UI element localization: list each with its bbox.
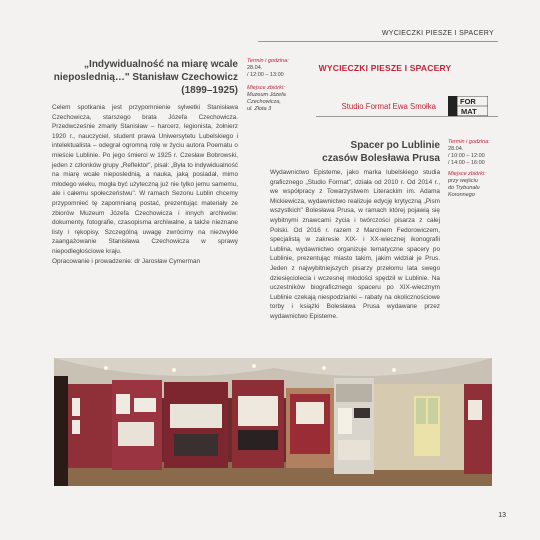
exhibition-photo: [54, 358, 492, 486]
logo-text-top: FOR: [460, 97, 476, 106]
right-place-line2: do Trybunału: [448, 185, 480, 191]
left-article-title: „Indywidualność na miarę wcale nieposlednią…" Stanisław Czechowicz (1899–1925): [53, 59, 238, 96]
left-event-details: [247, 58, 307, 113]
left-place-label: Miejsce zbiórki:: [247, 85, 285, 91]
left-place-line3: ul. Złota 3: [247, 106, 272, 112]
left-date: 28.04.: [247, 65, 263, 71]
left-article-body: [52, 103, 238, 266]
studio-name: Studio Format Ewa Smołka: [341, 102, 436, 111]
right-time-2: / 14:00 – 16:00: [448, 160, 485, 166]
left-term-label: Termin i godzina:: [247, 58, 289, 64]
right-place-label: Miejsce zbiórki:: [448, 171, 486, 177]
logo-text-bottom: MAT: [461, 107, 477, 116]
right-place-line1: przy wejściu: [448, 178, 478, 184]
section-rule: [316, 116, 498, 117]
right-place-line3: Koronnego: [448, 192, 475, 198]
left-paragraph-1: Celem spotkania jest przypomnienie sylwetki Stanisława Czechowicza, starszego brata Józefa Czechowicza. Przedwcześnie zmarły Stanisław – harcerz, legionista, żołnierz 1920 r., nauczyciel, student prawa Uniwersytetu Lubelskiego i intelektualista – odegrał ogromną rolę w życiu autora Poematu o mieście Lublinie. Po jego śmierci w 1925 r. Czesław Bobrowski, jeden z członków grupy „Reflektor", pisał: „Była to indywidualność na miarę wcale nieposlednią, a nauka, jaką posiadał, mimo młodego wieku, mogła być użyteczną już nie tylko jemu samemu, ale i całemu społeczeństwu". W ramach Sezonu Lublin chcemy przypomnieć tę zapomnianą postać, prezentując materiały ze zbiorów Muzeum Józefa Czechowicza i innych archiwów: dokumenty, fotografie, czasopisma archiwalne, a także nieznane listy i rękopisy. Szczególną uwagę zwrócimy na niezwykłe zaangażowanie Stanisława Czechowicza w sprawy niepodległościowe kraju.: [52, 104, 238, 255]
right-paragraph: Wydawnictwo Episteme, jako marka lubelskiego studia graficznego „Studio Format", działa od 2010 r. Od 2014 r., we współpracy z Towarzystwem Literackim im. Adama Mickiewicza, wydawnictwo realizuje edycję krytyczną „Pism wszystkich" Bolesława Prusa, w ramach której pojawią się wybitnymi znawcami życia i twórczości pisarza z całej Polski. Od 2016 r. razem z Marcinem Fedorowiczem, specjalistą w zakresie XIX- i XX-wiecznej ikonografii Lublina, wydawnictwo organizuje tematyczne spacery po Lublinie, prezentując miasto takim, jakim widział je Prus. Jeden z najwybitniejszych pisarzy przełomu lata swego dziesięciolecia i wczesnej młodości spędził w Lublinie. Na uczestników biograficznego spaceru po XIX-wiecznym Lublinie czekają niespodzianki – rabaty na okolicznościowe torby i książki Bolesława Prusa wydawane przez wydawnictwo Episteme.: [270, 169, 440, 320]
section-title: WYCIECZKI PIESZE I SPACERY: [318, 63, 452, 73]
page-number: 13: [498, 512, 506, 519]
running-header: WYCIECZKI PIESZE I SPACERY: [381, 30, 494, 37]
right-article-title: Spacer po Lublinie czasów Bolesława Prusa: [322, 140, 440, 164]
studio-format-logo: [448, 96, 488, 116]
header-rule: [258, 41, 498, 42]
right-article-body: [270, 168, 440, 322]
right-event-details: [448, 139, 504, 199]
left-time: / 12:00 – 13:00: [247, 72, 284, 78]
right-time-1: / 10:00 – 12:00: [448, 153, 485, 159]
left-place-line1: Muzeum Józefa: [247, 92, 286, 98]
right-date: 28.04.: [448, 146, 464, 152]
right-term-label: Termin i godzina:: [448, 139, 490, 145]
left-paragraph-2: Opracowanie i prowadzenie: dr Jarosław Cymerman: [52, 257, 201, 265]
left-place-line2: Czechowicza,: [247, 99, 281, 105]
